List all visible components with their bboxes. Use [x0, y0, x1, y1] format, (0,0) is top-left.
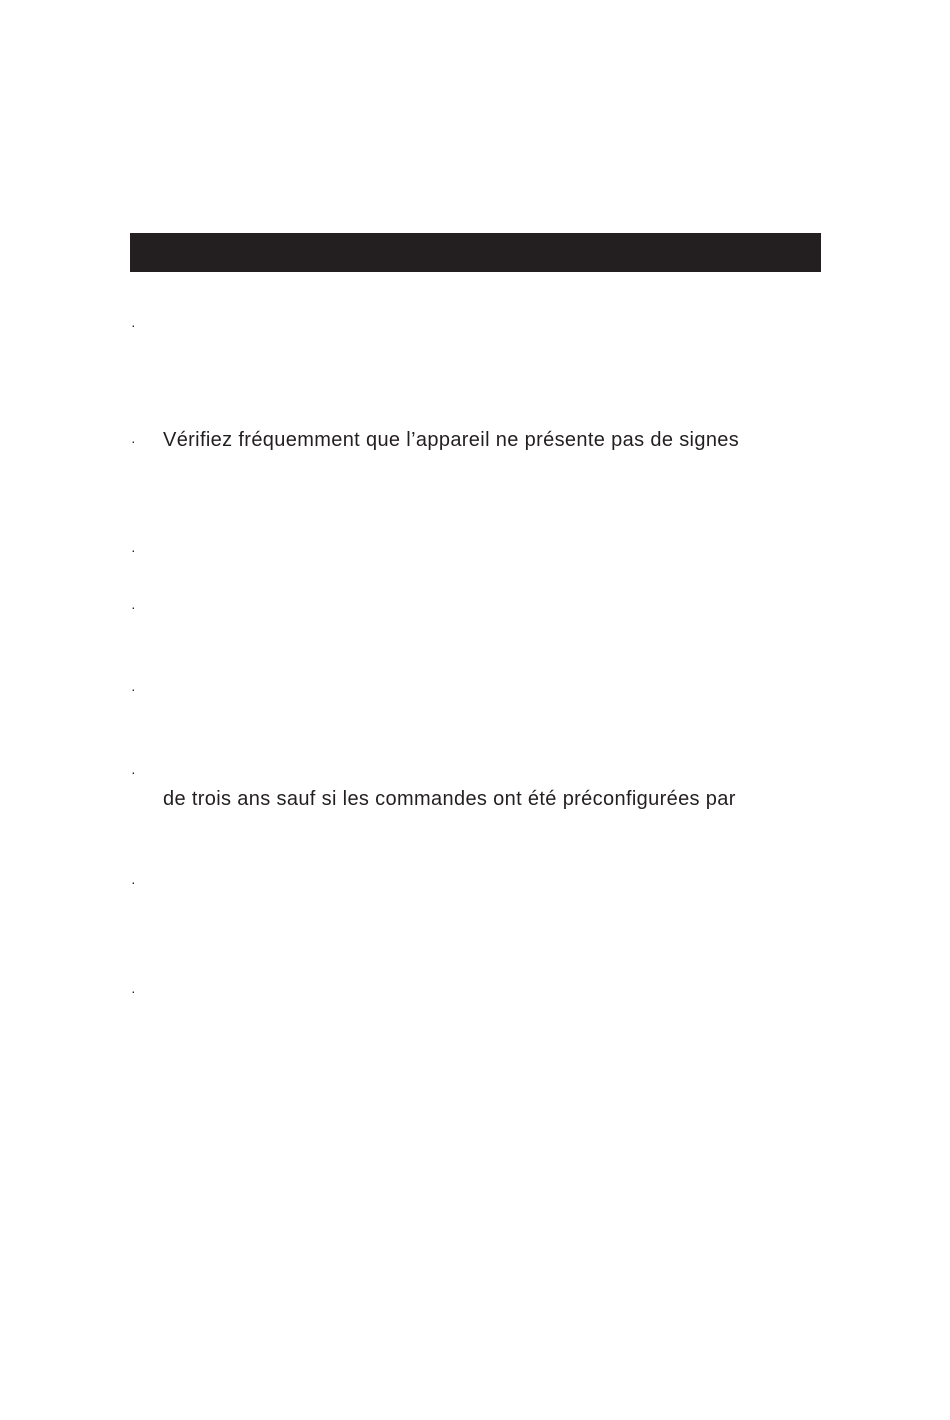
bullet-1: ·	[131, 317, 136, 333]
text-line-2: de trois ans sauf si les commandes ont été préconfigurées par	[163, 788, 736, 810]
bullet-4: ·	[131, 599, 136, 615]
bullet-6: ·	[131, 764, 136, 780]
bullet-2: ·	[131, 433, 136, 449]
bullet-3: ·	[131, 542, 136, 558]
section-header-bar	[130, 233, 821, 272]
text-line-1: Vérifiez fréquemment que l’appareil ne présente pas de signes	[163, 429, 740, 451]
bullet-8: ·	[131, 983, 136, 999]
bullet-7: ·	[131, 874, 136, 890]
bullet-5: ·	[131, 681, 136, 697]
